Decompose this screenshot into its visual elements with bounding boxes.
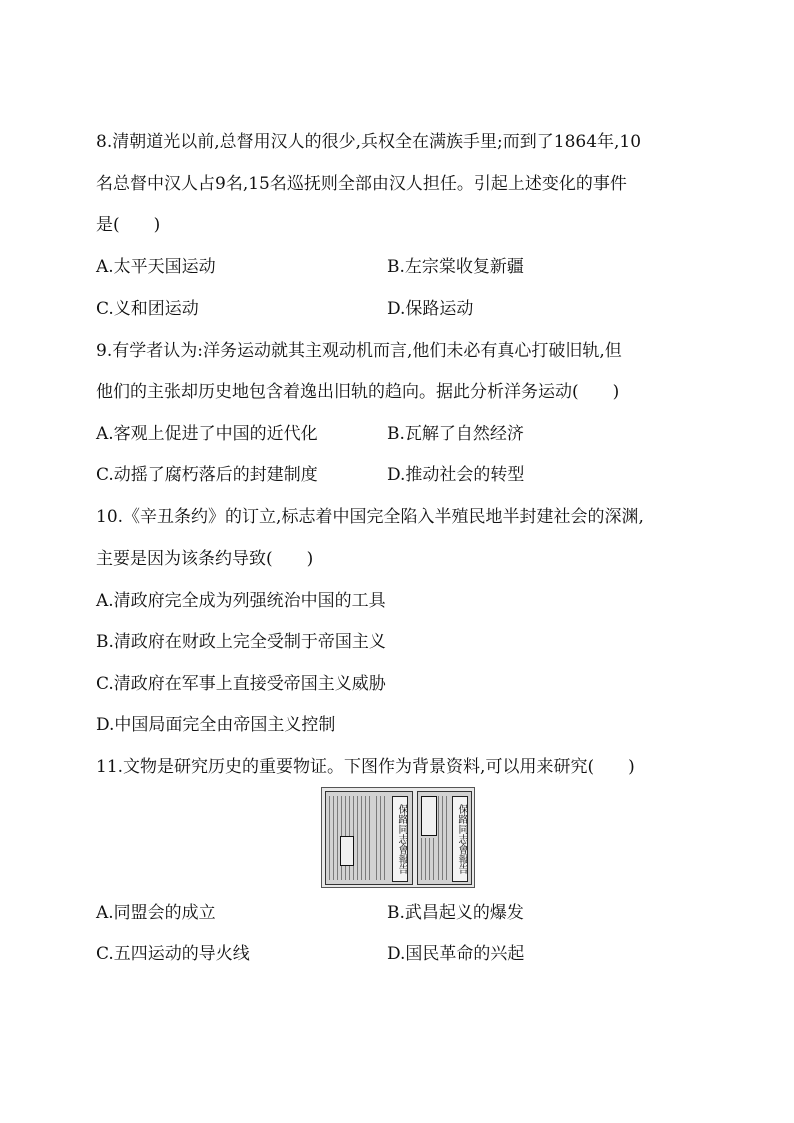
newspaper-text-columns [438,796,449,880]
q9-option-c: C.动摇了腐朽落后的封建制度 [96,465,318,485]
q10-option-a: A.清政府完全成为列强统治中国的工具 [96,591,386,611]
q8-option-a: A.太平天国运动 [96,257,216,277]
q8-stem-line-3: 是( ) [96,215,161,235]
newspaper-page-right [417,791,472,885]
newspaper-boxed-notice [340,836,354,866]
newspaper-text-columns [421,838,435,880]
q8-stem-line-2: 名总督中汉人占9名,15名巡抚则全部由汉人担任。引起上述变化的事件 [96,174,627,194]
q8-option-d: D.保路运动 [387,299,474,319]
q10-stem-line-1: 10.《辛丑条约》的订立,标志着中国完全陷入半殖民地半封建社会的深渊, [96,507,644,527]
newspaper-masthead-left: 保路同志會報告 [392,796,408,882]
q11-stem-line-1: 11.文物是研究历史的重要物证。下图作为背景资料,可以用来研究( ) [96,757,635,777]
newspaper-picture-box [421,796,437,836]
q11-option-a: A.同盟会的成立 [96,903,216,923]
q9-option-d: D.推动社会的转型 [387,465,525,485]
q8-stem-line-1: 8.清朝道光以前,总督用汉人的很少,兵权全在满族手里;而到了1864年,10 [96,132,642,152]
newspaper-page-left [325,791,413,885]
q11-option-b: B.武昌起义的爆发 [387,903,524,923]
q10-option-c: C.清政府在军事上直接受帝国主义威胁 [96,674,386,694]
newspaper-figure [321,787,475,888]
q10-option-d: D.中国局面完全由帝国主义控制 [96,715,336,735]
q9-option-a: A.客观上促进了中国的近代化 [96,424,318,444]
q9-stem-line-1: 9.有学者认为:洋务运动就其主观动机而言,他们未必有真心打破旧轨,但 [96,341,622,361]
newspaper-masthead-right: 保路同志會報告 [452,796,468,882]
q11-option-d: D.国民革命的兴起 [387,944,525,964]
q10-stem-line-2: 主要是因为该条约导致( ) [96,549,314,569]
newspaper-text-columns [376,796,388,880]
q11-option-c: C.五四运动的导火线 [96,944,250,964]
q8-option-b: B.左宗棠收复新疆 [387,257,524,277]
q8-option-c: C.义和团运动 [96,299,199,319]
q10-option-b: B.清政府在财政上完全受制于帝国主义 [96,632,386,652]
q9-option-b: B.瓦解了自然经济 [387,424,524,444]
q9-stem-line-2: 他们的主张却历史地包含着逸出旧轨的趋向。据此分析洋务运动( ) [96,382,620,402]
